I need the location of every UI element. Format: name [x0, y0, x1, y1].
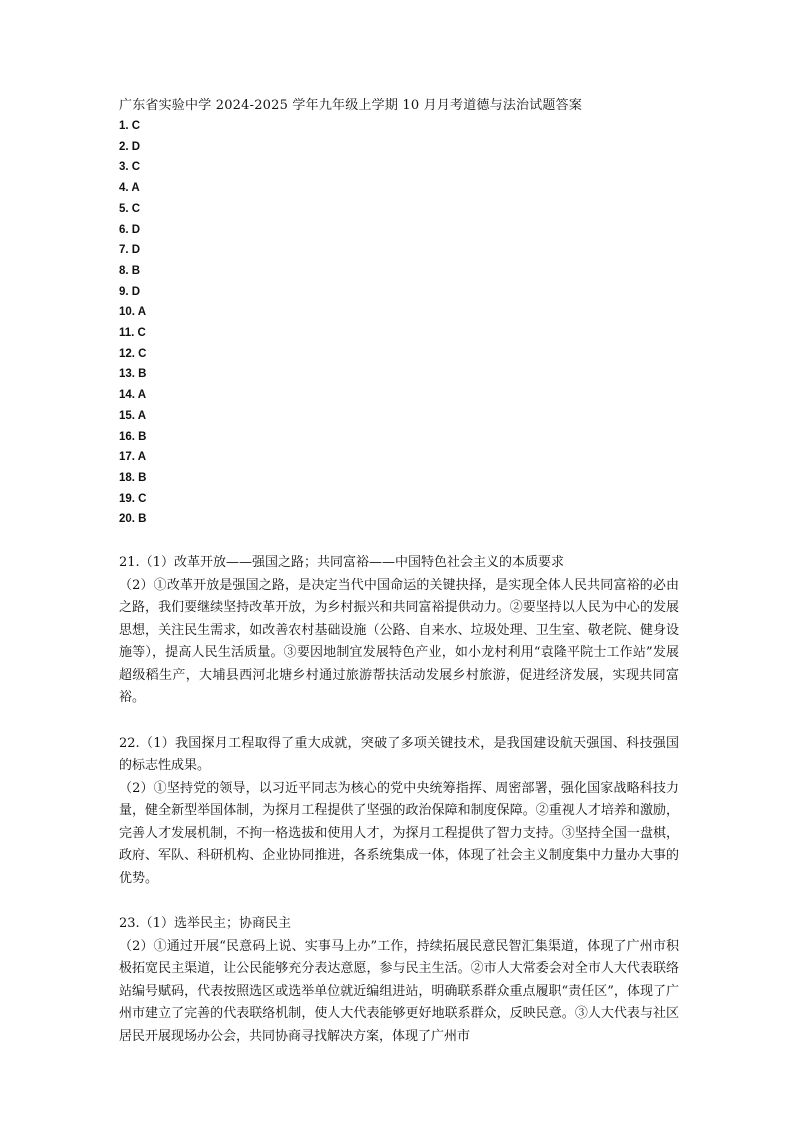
answer-item: 3. C: [119, 161, 141, 174]
answer-item: 14. A: [119, 389, 147, 402]
answer-item: 4. A: [119, 182, 140, 195]
q22-part1: 22.（1）我国探月工程取得了重大成就，突破了多项关键技术，是我国建设航天强国、科技强国的标志性成果。: [119, 735, 679, 774]
answer-item: 17. A: [119, 451, 147, 464]
answer-item: 10. A: [119, 306, 147, 319]
answer-item: 13. B: [119, 368, 147, 381]
q21-part1: 21.（1）改革开放——强国之路；共同富裕——中国特色社会主义的本质要求: [119, 555, 564, 571]
answer-item: 12. C: [119, 347, 147, 360]
document-title: 广东省实验中学 2024-2025 学年九年级上学期 10 月月考道德与法治试题答案: [119, 98, 583, 113]
answer-item: 11. C: [119, 327, 146, 340]
answer-item: 19. C: [119, 492, 147, 505]
answer-item: 18. B: [119, 471, 147, 484]
answer-item: 1. C: [119, 120, 141, 132]
q23-part1: 23.（1）选举民主；协商民主: [119, 916, 291, 932]
q23-part2: （2）①通过开展“民意码上说、实事马上办”工作，持续拓展民意民智汇集渠道，体现了广州市积极拓宽民主渠道，让公民能够充分表达意愿，参与民主生活。②市人大常委会对全市人大代表联络站编号赋码，代表按照选区或选举单位就近编组进站，明确联系群众重点履职“责任区”，体现了广州市建立了完善的代表联络机制，使人大代表能够更好地联系群众，反映民意。③人大代表与社区居民开展现场办公会，共同协商寻找解决方案，体现了广州市: [119, 938, 679, 1044]
answer-item: 6. D: [119, 223, 141, 236]
answer-item: 8. B: [119, 264, 141, 277]
answer-list: [119, 116, 679, 530]
answer-document: [119, 96, 679, 1048]
answer-item: 7. D: [119, 244, 141, 257]
q22-part2: （2）①坚持党的领导，以习近平同志为核心的党中央统筹指挥、周密部署，强化国家战略科技力量，健全新型举国体制，为探月工程提供了坚强的政治保障和制度保障。②重视人才培养和激励，完善人才发展机制，不拘一格选拔和使用人才，为探月工程提供了智力支持。③坚持全国一盘棋，政府、军队、科研机构、企业协同推进，各系统集成一体，体现了社会主义制度集中力量办大事的优势。: [119, 780, 679, 886]
answer-item: 9. D: [119, 285, 141, 298]
answer-item: 16. B: [119, 430, 147, 443]
answer-item: 20. B: [119, 513, 147, 526]
question-22-answer: [119, 733, 679, 891]
answer-item: 5. C: [119, 202, 141, 215]
answer-item: 2. D: [119, 140, 141, 153]
question-21-answer: [119, 552, 679, 710]
q21-part2: （2）①改革开放是强国之路，是决定当代中国命运的关键抉择，是实现全体人民共同富裕的必由之路，我们要继续坚持改革开放，为乡村振兴和共同富裕提供动力。②要坚持以人民为中心的发展思想，关注民生需求，如改善农村基础设施（公路、自来水、垃圾处理、卫生室、敬老院、健身设施等），提高人民生活质量。③要因地制宜发展特色产业，如小龙村利用“袁隆平院士工作站”发展超级稻生产，大埔县西河北塘乡村通过旅游帮扶活动发展乡村旅游，促进经济发展，实现共同富裕。: [119, 577, 679, 706]
answer-item: 15. A: [119, 409, 147, 422]
question-23-answer: [119, 913, 679, 1048]
